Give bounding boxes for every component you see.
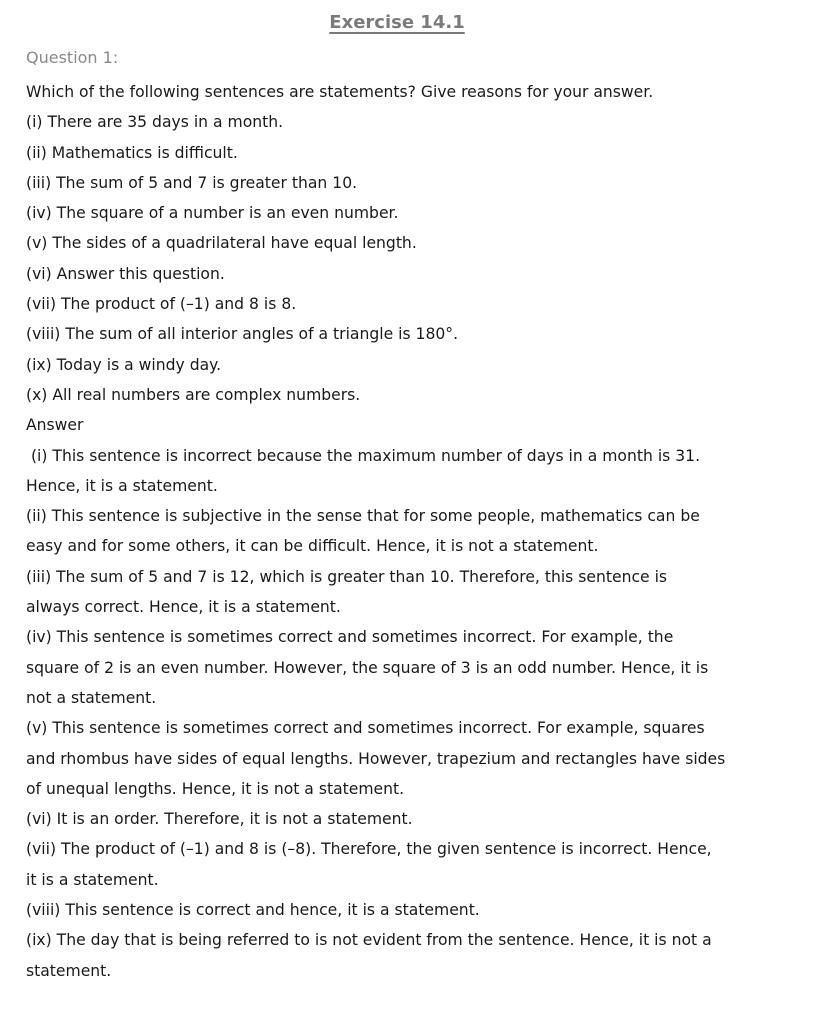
exercise-title: Exercise 14.1	[329, 12, 465, 33]
answer-label: Answer	[26, 416, 84, 435]
answer-line: (viii) This sentence is correct and hence, it is a statement.	[26, 901, 480, 920]
answer-line: and rhombus have sides of equal lengths. However, trapezium and rectangles have sides	[26, 749, 726, 768]
answer-line: (i) This sentence is incorrect because the maximum number of days in a month is 31.	[26, 446, 701, 465]
answer-line: (iii) The sum of 5 and 7 is 12, which is greater than 10. Therefore, this sentence is	[26, 567, 668, 586]
question-item: (vii) The product of (–1) and 8 is 8.	[26, 295, 297, 314]
question-item: (ix) Today is a windy day.	[26, 355, 222, 374]
question-item: (iii) The sum of 5 and 7 is greater than 10.	[26, 173, 358, 192]
question-item: (ii) Mathematics is difficult.	[26, 143, 238, 162]
document-body	[26, 77, 791, 986]
question-item: (viii) The sum of all interior angles of a triangle is 180°.	[26, 325, 459, 344]
answer-line: (ix) The day that is being referred to is not evident from the sentence. Hence, it is not a	[26, 931, 712, 950]
answer-line: statement.	[26, 961, 112, 980]
question-item: (iv) The square of a number is an even number.	[26, 204, 399, 223]
answer-line: (vii) The product of (–1) and 8 is (–8). Therefore, the given sentence is incorrect. Hence,	[26, 840, 712, 859]
question-item: (i) There are 35 days in a month.	[26, 113, 284, 132]
answer-line: Hence, it is a statement.	[26, 476, 218, 495]
question-item: (vi) Answer this question.	[26, 264, 225, 283]
answer-line: (vi) It is an order. Therefore, it is not a statement.	[26, 810, 413, 829]
question-item: (x) All real numbers are complex numbers.	[26, 385, 361, 404]
question-item: (v) The sides of a quadrilateral have equal length.	[26, 234, 417, 253]
answer-line: square of 2 is an even number. However, the square of 3 is an odd number. Hence, it is	[26, 658, 709, 677]
answer-line: easy and for some others, it can be difficult. Hence, it is not a statement.	[26, 537, 599, 556]
answer-line: it is a statement.	[26, 870, 159, 889]
answer-line: (ii) This sentence is subjective in the sense that for some people, mathematics can be	[26, 507, 700, 526]
answer-line: not a statement.	[26, 688, 157, 707]
question-label: Question 1:	[26, 48, 119, 67]
answer-line: of unequal lengths. Hence, it is not a statement.	[26, 779, 405, 798]
question-prompt: Which of the following sentences are statements? Give reasons for your answer.	[26, 83, 654, 101]
answer-line: (iv) This sentence is sometimes correct and sometimes incorrect. For example, the	[26, 628, 674, 647]
answer-line: always correct. Hence, it is a statement.	[26, 598, 341, 617]
answer-line: (v) This sentence is sometimes correct and sometimes incorrect. For example, squares	[26, 719, 705, 738]
page-title	[0, 12, 800, 33]
